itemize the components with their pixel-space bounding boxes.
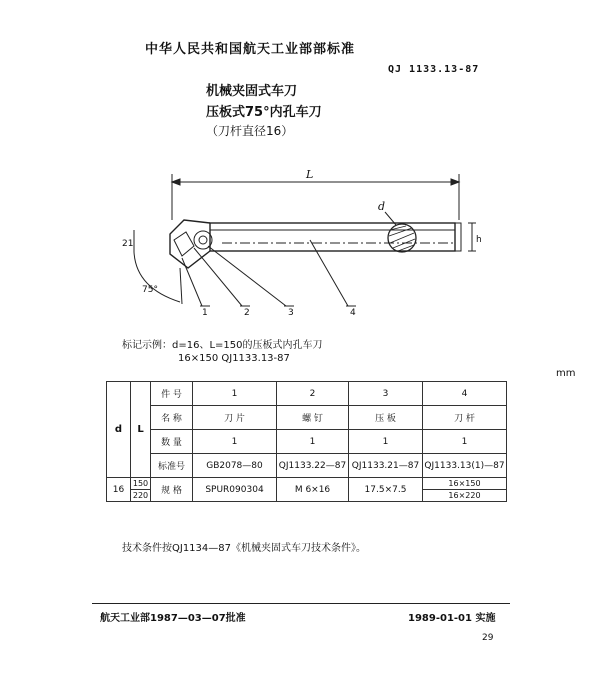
table-row-part-no [107,382,507,406]
spec4-220: 16×220 [448,491,481,500]
table-cell: QJ1133.13(1)—87 [423,454,507,478]
dim-label-21: 21 [122,239,134,249]
table-cell: 压 板 [349,406,423,430]
table-cell: 1 [193,382,277,406]
row-label: 数 量 [151,430,193,454]
table-row-name [107,406,507,430]
technical-note: 技术条件按QJ1134—87《机械夹固式车刀技术条件》。 [122,543,366,554]
dim-label-h: h [476,235,482,245]
row-label: 标准号 [151,454,193,478]
angle-label: 75° [142,285,158,295]
row-label: 规 格 [151,478,193,502]
standard-code: QJ 1133.13-87 [388,64,480,75]
table-cell: QJ1133.21—87 [349,454,423,478]
callout-3: 3 [288,308,294,318]
table-cell: 刀 片 [193,406,277,430]
callout-2: 2 [244,308,250,318]
header-L: L [131,382,151,478]
dim-label-L: L [306,168,314,181]
table-cell: 3 [349,382,423,406]
table-row-standard [107,454,507,478]
table-row-spec [107,478,507,502]
page-number: 29 [482,633,494,643]
technical-drawing [110,168,480,318]
doc-title-line2: 压板式75°内孔车刀 [206,105,322,120]
callout-4: 4 [350,308,356,318]
table-cell: SPUR090304 [193,478,277,502]
L-value-220: 220 [132,491,149,500]
table-cell: 2 [277,382,349,406]
table-cell: 4 [423,382,507,406]
dim-label-d: d [378,200,386,213]
parts-table [106,381,507,502]
L-value-150: 150 [132,479,149,488]
callout-1: 1 [202,308,208,318]
table-row-qty [107,430,507,454]
org-standard-title: 中华人民共和国航天工业部部标准 [145,42,356,57]
spec4-cell [423,478,507,502]
doc-title-line3: （刀杆直径16） [206,124,294,138]
table-cell: 1 [277,430,349,454]
shank-body [210,223,455,251]
footer-rule [92,603,510,604]
L-values [131,478,151,502]
table-cell: 1 [193,430,277,454]
spec4-150: 16×150 [423,478,506,490]
d-value: 16 [107,478,131,502]
marking-example-line2: 16×150 QJ1133.13-87 [178,353,290,364]
table-cell: 1 [423,430,507,454]
table-cell: 17.5×7.5 [349,478,423,502]
row-label: 件 号 [151,382,193,406]
table-cell: GB2078—80 [193,454,277,478]
table-cell: QJ1133.22—87 [277,454,349,478]
row-label: 名 称 [151,406,193,430]
doc-title-line1: 机械夹固式车刀 [206,84,298,99]
table-cell: 1 [349,430,423,454]
header-d: d [107,382,131,478]
marking-example-line1: 标记示例：d=16、L=150的压板式内孔车刀 [122,340,323,351]
implementation-date: 1989-01-01 实施 [408,613,496,624]
approval-date: 航天工业部1987—03—07批准 [100,613,246,624]
table-cell: 刀 杆 [423,406,507,430]
unit-label: mm [556,368,576,379]
table-cell: 螺 钉 [277,406,349,430]
table-cell: M 6×16 [277,478,349,502]
